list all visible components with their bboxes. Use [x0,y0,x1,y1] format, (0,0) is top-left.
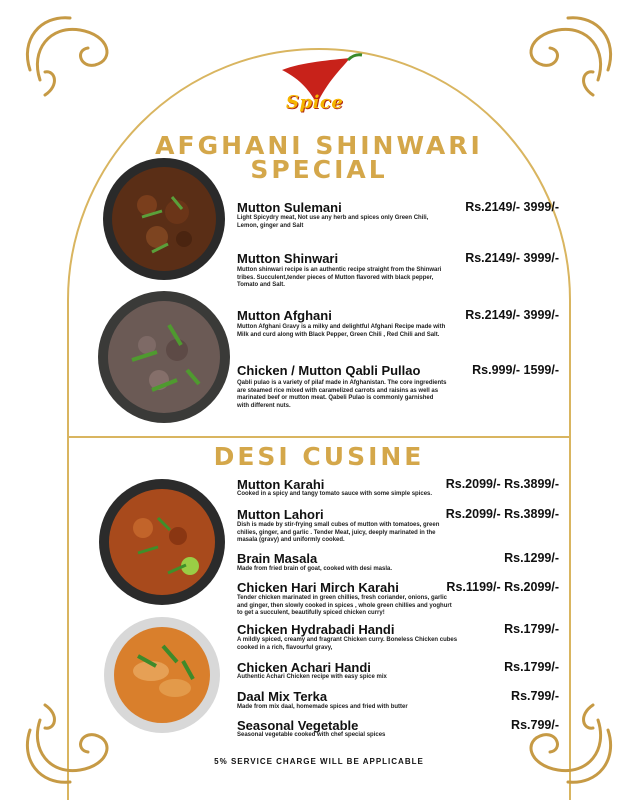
item-description: Light Spicydry meat, Not use any herb and spices only Green Chili, Lemon, ginger and Salt [237,215,429,229]
item-description: Tender chicken marinated in green chillies, fresh coriander, onions, garlic and ginger, then slowly cooked in spices , whole green chillies and yoghurt to get a succulent, beautifully spiced chicken curry! [237,595,452,616]
item-price: Rs.1299/- [504,551,559,565]
menu-item [237,551,559,573]
chili-stem-icon [348,55,362,60]
menu-item [237,689,559,711]
item-price: Rs.2149/- 3999/- [465,251,559,265]
dish-image-mutton-sulemani [102,157,226,281]
item-name: Mutton Afghani [237,308,332,323]
item-name: Chicken Hydrabadi Handi [237,622,395,637]
item-price: Rs.1199/- Rs.2099/- [446,580,559,594]
item-price: Rs.1799/- [504,622,559,636]
corner-ornament-top-left [27,18,107,95]
service-charge-note: 5% SERVICE CHARGE WILL BE APPLICABLE [214,757,424,766]
item-price: Rs.799/- [511,718,559,732]
section-title-desi: DESI CUSINE [213,442,425,471]
menu-item [237,308,559,342]
dish-image-mutton-karahi [98,478,226,606]
item-price: Rs.1799/- [504,660,559,674]
menu-item [237,580,559,618]
item-description: Made from mix daal, homemade spices and fried with butter [237,704,408,710]
item-description: Qabli pulao is a variety of pilaf made in Afghanistan. The core ingredients are steamed rice mixed with caramelized carrots and raisins as well as marinated beef or mutton meat. Qabeli Pulao is commonly garnished with different nuts. [237,380,447,409]
item-name: Mutton Lahori [237,507,324,522]
item-price: Rs.2149/- 3999/- [465,200,559,214]
item-description: Authentic Achari Chicken recipe with easy spice mix [237,674,387,680]
section-title-line1: AFGHANI SHINWARI [155,131,483,160]
menu-item [237,363,559,411]
dish-image-chicken-handi [103,616,221,734]
item-name: Seasonal Vegetable [237,718,359,733]
item-name: Mutton Sulemani [237,200,342,215]
item-description: Mutton Afghani Gravy is a milky and delightful Afghani Recipe made with Milk and curd along with Black Pepper, Green Chili , Red Chili and Salt. [237,324,446,338]
item-name: Chicken / Mutton Qabli Pullao [237,363,421,378]
corner-ornament-top-right [531,18,611,95]
item-description: Mutton shinwari recipe is an authentic recipe straight from the Shinwari tribes. Succulent,tender pieces of Mutton flavored with black pepper, Tomato and Salt. [237,267,442,288]
menu-item [237,622,559,652]
item-price: Rs.2099/- Rs.3899/- [445,477,559,491]
item-name: Brain Masala [237,551,318,566]
menu-item [237,200,559,236]
item-name: Mutton Shinwari [237,251,339,266]
item-price: Rs.799/- [511,689,559,703]
dish-image-mutton-afghani [97,290,231,424]
menu-item [237,507,559,547]
logo-text: Spice [286,92,344,113]
item-description: Made from fried brain of goat, cooked with desi masla. [237,566,393,572]
item-price: Rs.2099/- Rs.3899/- [445,507,559,521]
menu-item [237,660,559,682]
menu-item [237,251,559,291]
item-description: Dish is made by stir-frying small cubes of mutton with tomatoes, green chilies, ginger, and garlic . Tender Meat, juicy, deeply marinated in the masala (gravy) and uniformly cooked. [237,522,440,543]
item-description: Seasonal vegetable cooked with chef special spices [237,732,386,738]
item-name: Mutton Karahi [237,477,325,492]
menu-item [237,718,559,740]
item-description: A mildly spiced, creamy and fragrant Chicken curry. Boneless Chicken cubes cooked in a rich, flavourful gravy, [237,637,458,651]
item-name: Daal Mix Terka [237,689,328,704]
item-price: Rs.2149/- 3999/- [465,308,559,322]
menu-item [237,477,559,499]
item-name: Chicken Achari Handi [237,660,371,675]
item-price: Rs.999/- 1599/- [472,363,559,377]
item-name: Chicken Hari Mirch Karahi [237,580,399,595]
item-description: Cooked in a spicy and tangy tomato sauce with some simple spices. [237,491,433,497]
section-title-line2: SPECIAL [250,155,388,184]
